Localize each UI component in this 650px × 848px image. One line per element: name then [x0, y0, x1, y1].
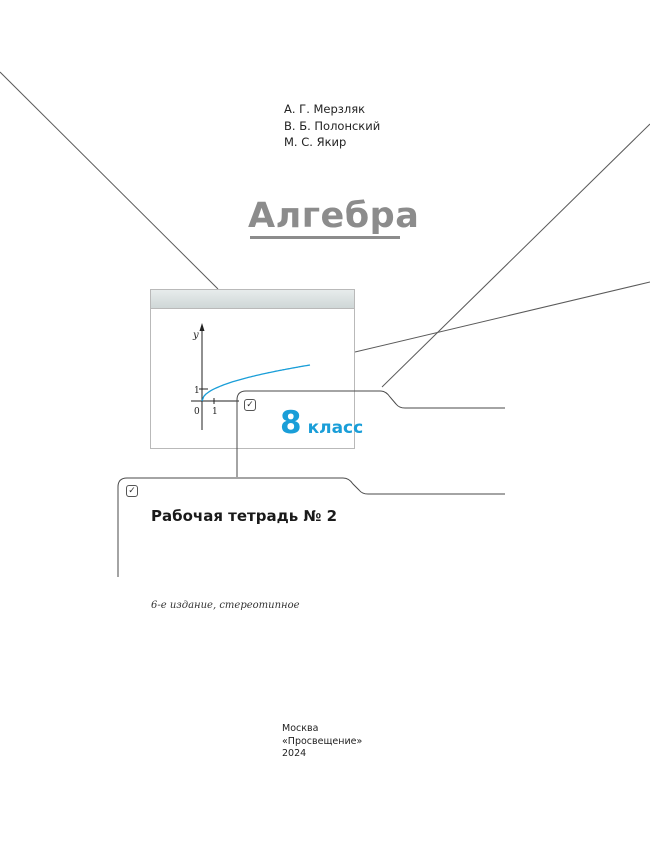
grade-folder-outline [237, 391, 505, 477]
grade-label [280, 405, 363, 441]
folder-badge-icon: ✓ [126, 485, 138, 497]
y-axis-label: y [193, 330, 199, 341]
y-tick-label: 1 [194, 386, 200, 396]
workbook-label: Рабочая тетрадь № 2 [151, 507, 338, 525]
grade-number: 8 [280, 405, 302, 441]
origin-label: 0 [194, 407, 200, 417]
edition-note: 6-е издание, стереотипное [151, 600, 300, 611]
author-3: М. С. Якир [284, 135, 347, 149]
author-2: В. Б. Полонский [284, 118, 381, 133]
workbook-folder-outline [118, 478, 505, 577]
publisher-city: Москва [282, 723, 319, 734]
author-1: А. Г. Мерзляк [284, 102, 366, 116]
publisher-name: «Просвещение» [282, 735, 363, 747]
folder-badge-icon: ✓ [244, 399, 256, 411]
publisher-block [282, 723, 362, 761]
grade-word: класс [307, 418, 364, 438]
x-tick-label: 1 [212, 407, 218, 417]
publisher-year: 2024 [282, 748, 307, 759]
book-title: Алгебра [248, 196, 420, 236]
